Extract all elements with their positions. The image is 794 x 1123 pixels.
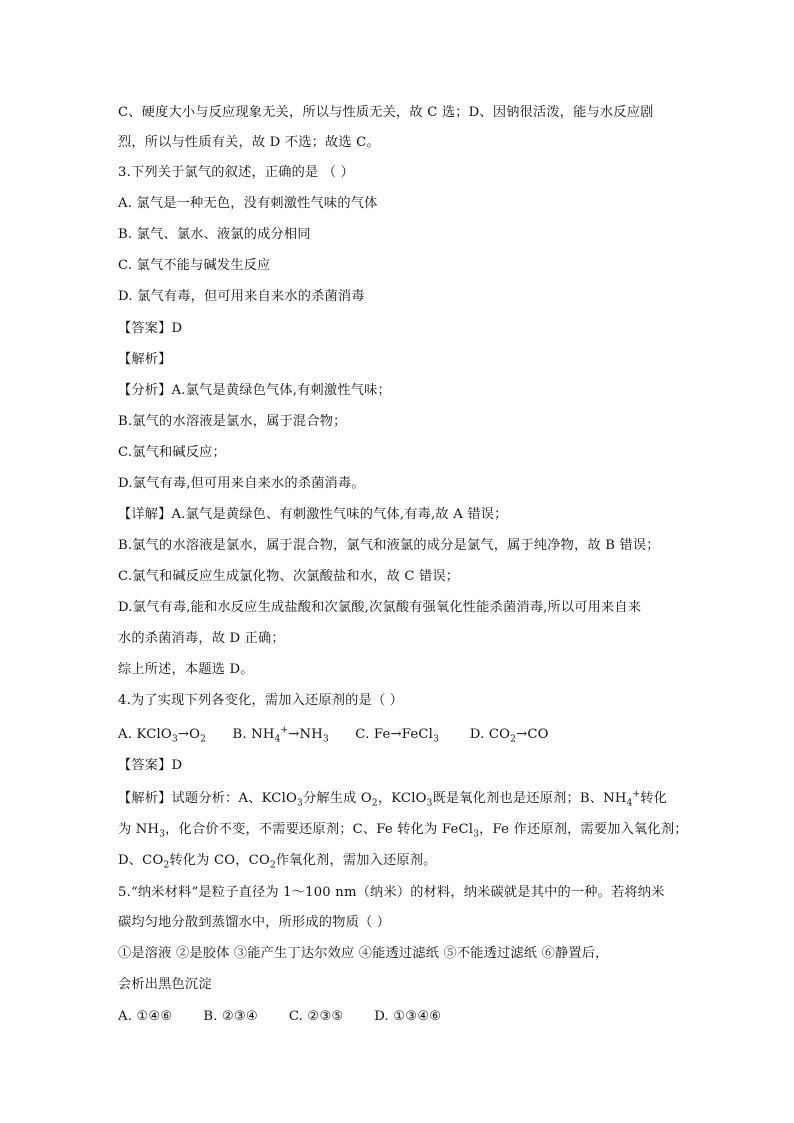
detail-line: 水的杀菌消毒，故 D 正确； [118, 631, 285, 646]
q5-option-b: B. ②③④ [203, 1009, 259, 1024]
detail-line: C.氯气和碱反应生成氯化物、次氯酸盐和水，故 C 错误； [118, 569, 460, 584]
text-line: C、硬度大小与反应现象无关，所以与性质无关，故 C 选；D、因钠很活泼，能与水反应剧 [118, 105, 654, 120]
explanation-heading: 【解析】 [118, 352, 172, 367]
analysis-line: 【分析】A.氯气是黄绿色气体,有刺激性气味； [118, 383, 391, 398]
q4-option-a: A. $KClO_3\to O_2$ [118, 727, 207, 745]
option-b: B. 氯气、氯水、液氯的成分相同 [118, 227, 311, 242]
q4-option-d: D. $CO_2\to CO$ [469, 727, 549, 745]
question-5-statements: 会析出黑色沉淀 [118, 977, 212, 992]
question-5-stem: 5.“纳米材料”是粒子直径为 1～100 nm（纳米）的材料，纳米碳就是其中的一种。若将纳米 [118, 885, 665, 900]
question-5-stem: 碳均匀地分散到蒸馏水中，所形成的物质（ ） [118, 915, 391, 930]
summary-line: 综上所述，本题选 D。 [118, 662, 254, 677]
analysis-line: C.氯气和碱反应； [118, 445, 226, 460]
question-5-statements: ①是溶液 ②是胶体 ③能产生丁达尔效应 ④能透过滤纸 ⑤不能透过滤纸 ⑥静置后， [118, 946, 609, 961]
answer-label: 【答案】D [118, 321, 183, 336]
q5-option-d: D. ①③④⑥ [374, 1009, 442, 1024]
question-4-options [118, 726, 549, 744]
q5-option-c: C. ②③⑤ [288, 1009, 344, 1024]
analysis-line: B.氯气的水溶液是氯水，属于混合物； [118, 414, 347, 429]
q4-answer-label: 【答案】D [118, 758, 183, 773]
q4-option-b: B. $NH_4^+\to NH_3$ [232, 725, 329, 745]
text-line: 烈，所以与性质有关，故 D 不选；故选 C。 [118, 135, 380, 150]
detail-line: 【详解】A.氯气是黄绿色、有刺激性气味的气体,有毒,故 A 错误； [118, 507, 508, 522]
question-4-stem: 4.为了实现下列各变化，需加入还原剂的是（ ） [118, 693, 404, 708]
q4-explanation-line: 【解析】试题分析：A、KClO$_3$分解生成 $O_2$，KClO$_3$既是氧化剂也是还原剂；B、$NH_4^+$转化 [118, 789, 668, 809]
detail-line: D.氯气有毒,能和水反应生成盐酸和次氯酸,次氯酸有强氧化性能杀菌消毒,所以可用来自来 [118, 600, 642, 615]
analysis-line: D.氯气有毒,但可用来自来水的杀菌消毒。 [118, 476, 365, 491]
q4-explanation-line: 为 $NH_3$，化合价不变，不需要还原剂；C、Fe 转化为 FeCl$_3$，Fe 作还原剂，需要加入氧化剂； [118, 822, 688, 840]
q5-option-a: A. ①④⑥ [118, 1009, 173, 1024]
option-d: D. 氯气有毒，但可用来自来水的杀菌消毒 [118, 289, 365, 304]
q4-explanation-line: D、$CO_2$转化为 CO，$CO_2$作氧化剂，需加入还原剂。 [118, 853, 437, 871]
detail-line: B.氯气的水溶液是氯水，属于混合物，氯气和液氯的成分是氯气，属于纯净物，故 B 错误； [118, 538, 660, 553]
question-3-stem: 3.下列关于氯气的叙述，正确的是 （ ） [118, 165, 354, 180]
option-c: C. 氯气不能与碱发生反应 [118, 258, 271, 273]
option-a: A. 氯气是一种无色，没有刺激性气味的气体 [118, 196, 378, 211]
question-5-options [118, 1008, 441, 1026]
q4-option-c: C. Fe→FeCl$_3$ [355, 727, 440, 745]
